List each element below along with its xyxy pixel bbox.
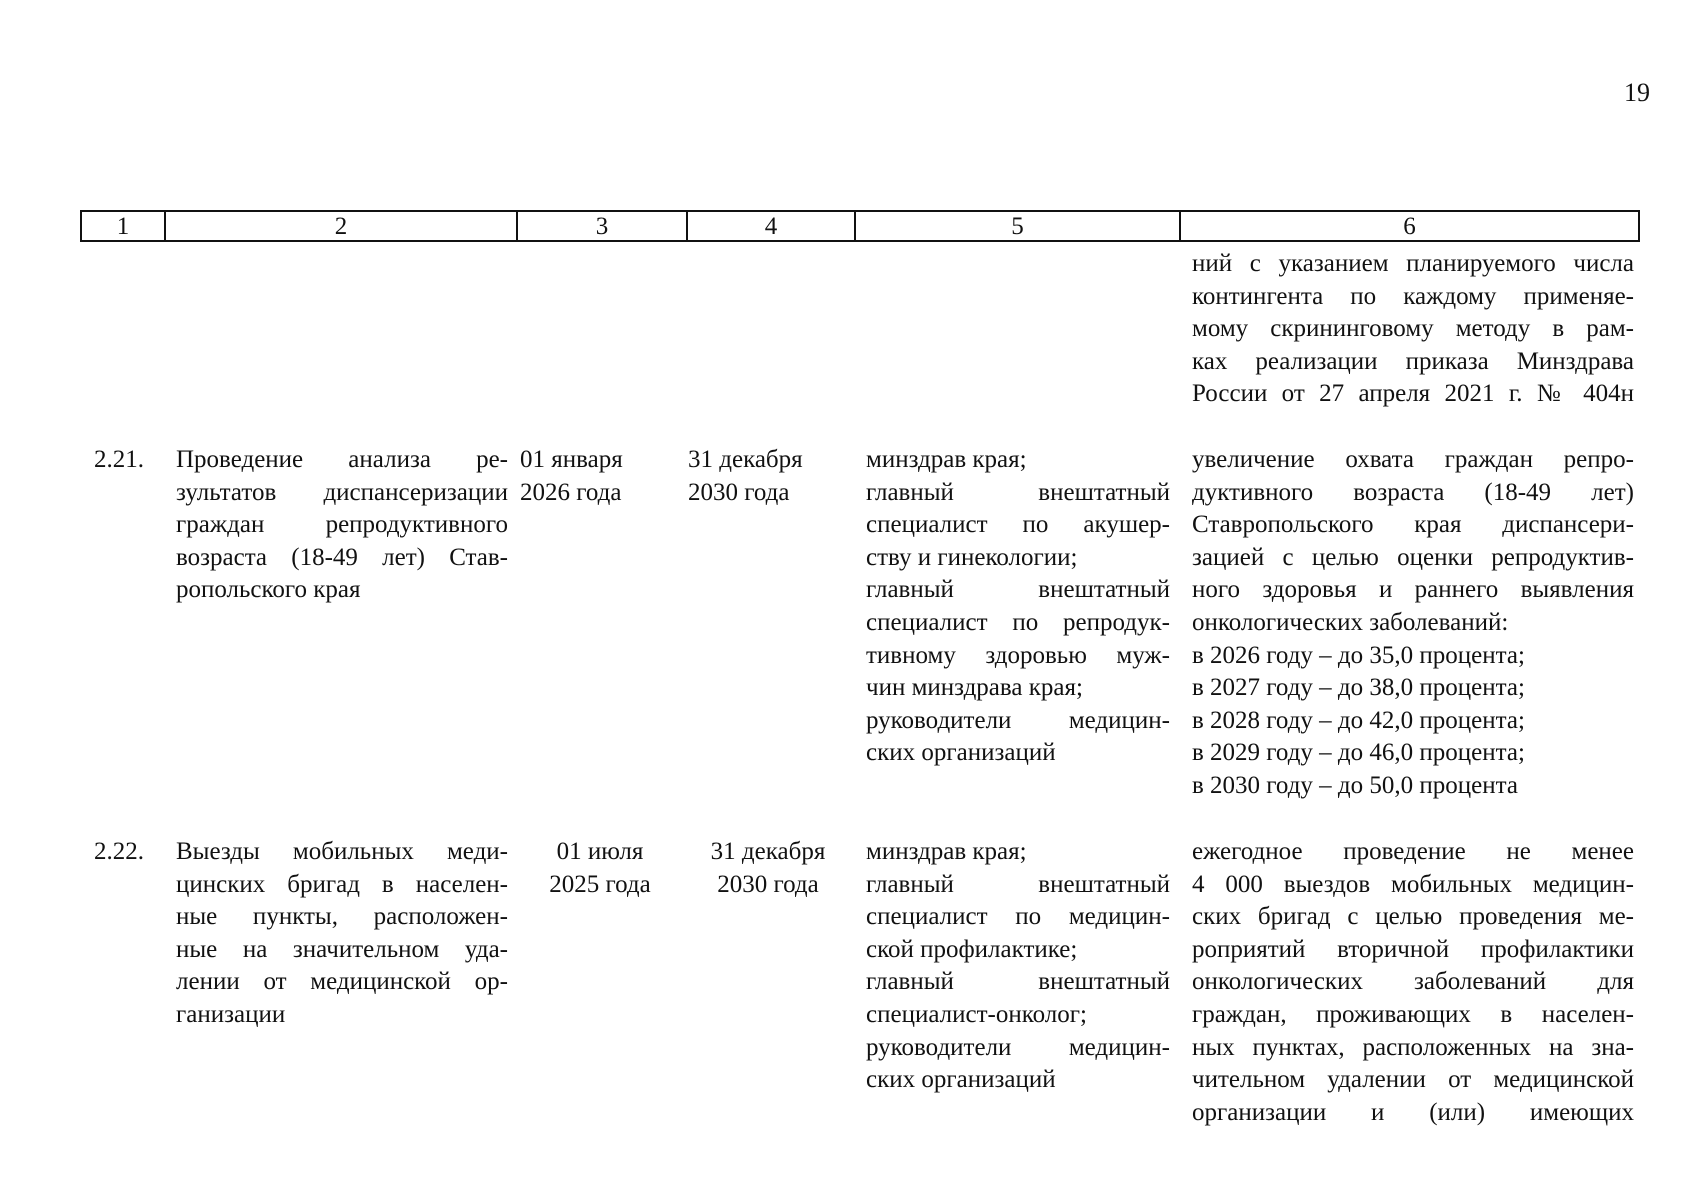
text-line: 4 000 выездов мобильных медицин- — [1192, 870, 1634, 898]
text-line: зацией с целью оценки репродуктив- — [1192, 543, 1634, 571]
text-line: в 2027 году – до 38,0 процента; — [1192, 674, 1525, 702]
row-number-text: 2.22. — [94, 838, 144, 865]
header-col-2: 2 — [166, 212, 518, 240]
text-line: ской профилактике; — [866, 935, 1078, 963]
text-line: в 2028 году – до 42,0 процента; — [1192, 706, 1525, 734]
text-line: в 2026 году – до 35,0 процента; — [1192, 641, 1525, 669]
text-line: ганизации — [176, 1000, 286, 1028]
text-line: специалист по медицин- — [866, 903, 1170, 931]
text-line: цинских бригад в населен- — [176, 870, 508, 898]
text-line: Выезды мобильных меди- — [176, 838, 508, 865]
row-end-date — [688, 444, 848, 509]
text-line: ских бригад с целью проведения ме- — [1192, 903, 1634, 931]
continuation-col6 — [1192, 248, 1634, 411]
text-line: возраста (18-49 лет) Став- — [176, 543, 508, 571]
text-line: ских организаций — [866, 739, 1056, 767]
text-line: главный внештатный — [866, 968, 1170, 996]
text-line: главный внештатный — [866, 478, 1170, 506]
text-line: 31 декабря — [688, 446, 803, 473]
text-line: минздрав края; — [866, 838, 1027, 865]
text-line: 2025 года — [549, 870, 651, 898]
text-line: онкологических заболеваний: — [1192, 608, 1509, 636]
text-line: в 2029 году – до 46,0 процента; — [1192, 739, 1525, 767]
text-line: увеличение охвата граждан репро- — [1192, 446, 1634, 473]
text-line: ных пунктах, расположенных на зна- — [1192, 1033, 1634, 1061]
text-line: тивному здоровью муж- — [866, 641, 1170, 669]
text-line: ках реализации приказа Минздрава — [1192, 347, 1634, 375]
row-start-date — [520, 444, 680, 509]
text-line: Ставропольского края диспансери- — [1192, 511, 1634, 539]
row-result — [1192, 444, 1634, 803]
row-responsible — [866, 444, 1170, 770]
header-col-6: 6 — [1403, 213, 1416, 240]
row-start-date — [520, 836, 680, 901]
text-line: чин минздрава края; — [866, 674, 1083, 702]
text-line: 01 июля — [556, 838, 644, 865]
text-line: ропольского края — [176, 576, 361, 604]
row-end-date — [688, 836, 848, 901]
text-line: ских организаций — [866, 1066, 1056, 1094]
row-number — [94, 836, 164, 869]
text-line: руководители медицин- — [866, 706, 1170, 734]
text-line: в 2030 году – до 50,0 процента — [1192, 771, 1518, 799]
text-line: главный внештатный — [866, 870, 1170, 898]
text-line: ного здоровья и раннего выявления — [1192, 576, 1634, 604]
text-line: лении от медицинской ор- — [176, 968, 508, 996]
row-description — [176, 836, 508, 1032]
text-line: 31 декабря — [710, 838, 826, 865]
row-description — [176, 444, 508, 607]
text-line: Проведение анализа ре- — [176, 446, 508, 473]
header-col-3: 3 — [518, 212, 688, 240]
text-line: 2026 года — [520, 478, 622, 506]
text-line: главный внештатный — [866, 576, 1170, 604]
text-line: организации и (или) имеющих — [1192, 1098, 1634, 1126]
text-line: зультатов диспансеризации — [176, 478, 508, 506]
text-line: ний с указанием планируемого числа — [1192, 250, 1634, 277]
text-line: минздрав края; — [866, 446, 1027, 473]
text-line: граждан репродуктивного — [176, 511, 508, 539]
header-col-5: 5 — [856, 212, 1181, 240]
text-line: ные на значительном уда- — [176, 935, 508, 963]
table-header — [80, 210, 1640, 242]
text-line: 01 января — [520, 446, 623, 473]
text-line: роприятий вторичной профилактики — [1192, 935, 1634, 963]
text-line: контингента по каждому применяе- — [1192, 282, 1634, 310]
text-line: 2030 года — [717, 870, 819, 898]
row-number-text: 2.21. — [94, 446, 144, 473]
text-line: чительном удалении от медицинской — [1192, 1066, 1634, 1094]
row-responsible — [866, 836, 1170, 1097]
row-result — [1192, 836, 1634, 1129]
text-line: ежегодное проведение не менее — [1192, 838, 1634, 865]
text-line: дуктивного возраста (18-49 лет) — [1192, 478, 1634, 506]
text-line: 2030 года — [688, 478, 790, 506]
text-line: специалист по акушер- — [866, 511, 1170, 539]
text-line: граждан, проживающих в населен- — [1192, 1000, 1634, 1028]
text-line: мому скрининговому методу в рам- — [1192, 315, 1634, 343]
text-line: России от 27 апреля 2021 г. № 404н — [1192, 380, 1634, 408]
text-line: ству и гинекологии; — [866, 543, 1078, 571]
text-line: онкологических заболеваний для — [1192, 968, 1634, 996]
header-col-4: 4 — [688, 212, 856, 240]
text-line: специалист по репродук- — [866, 608, 1170, 636]
text-line: специалист-онколог; — [866, 1000, 1087, 1028]
text-line: ные пункты, расположен- — [176, 903, 508, 931]
page-number: 19 — [1624, 78, 1650, 107]
text-line: руководители медицин- — [866, 1033, 1170, 1061]
row-number — [94, 444, 164, 477]
header-col-1: 1 — [82, 212, 166, 240]
